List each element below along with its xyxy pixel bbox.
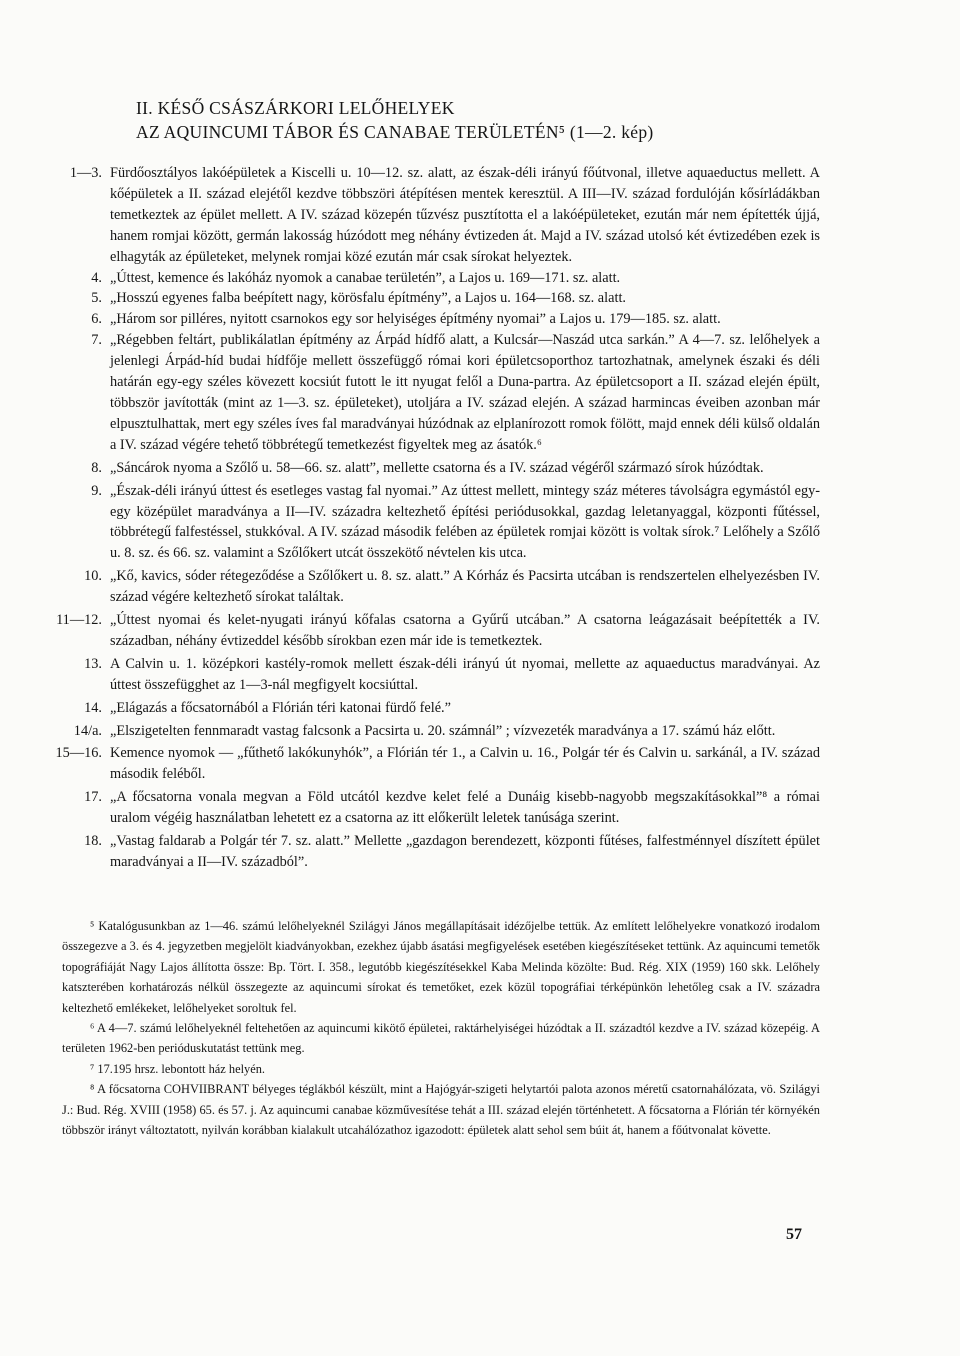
entry-text: „Hosszú egyenes falba beépített nagy, körösfalu építmény”, a Lajos u. 164—168. sz. alatt. <box>110 290 626 307</box>
entry-text: „Észak-déli irányú úttest és esetleges vastag fal nyomai.” Az úttest mellett, mintegy száz méteres távolságra egymástól egy-egy középület maradványa a II—IV. századra keltezhető építési periódusokkal, gazdag leletanyaggal, központi fűtéssel, többrétegű falfestéssel, stukkóval. A IV. század második felében az épületek romjai között is voltak sírok.⁷ Lelőhely a Szőlő u. 8. sz. és 66. sz. valamint a Szőlőkert utcát összekötő névtelen kis utca. <box>110 482 820 562</box>
entry-number: 11—12. <box>56 612 102 629</box>
catalogue-entry <box>50 309 820 330</box>
catalogue-entry <box>50 288 820 309</box>
catalogue-entry <box>50 458 820 479</box>
catalogue-entry <box>50 330 820 455</box>
entry-text: „Úttest nyomai és kelet-nyugati irányú kőfalas csatorna a Gyűrű utcában.” A csatorna leágazásait beépítették a IV. században, néhány évtizeddel később sírokban ezen már ide is temetkeztek. <box>110 612 820 649</box>
entry-number: 5. <box>91 290 102 307</box>
catalogue-entry <box>50 721 820 742</box>
entry-number: 6. <box>91 311 102 328</box>
footnotes <box>62 916 820 1140</box>
footnote: ⁵ Katalógusunkban az 1—46. számú lelőhelyeknél Szilágyi János megállapításait idézőjelbe tettük. Az említett lelőhelyekre vonatkozó irodalom összegezve a 3. és 4. jegyzetben megjelölt kiadványokban, ezekhez újabb ásatási megfigyelések esetében kiegészítéseket tettünk. Az aquincumi temetők topográfiáját Nagy Lajos állította össze: Bp. Tört. I. 358., legutóbb kiegészítésekkel Kaba Melinda közölte: Bud. Rég. XIX (1959) 160 skk. Lelőhely katszterében korhatározás nélkül összegezte az aquincumi sírokat és temetőket, ezek közül topográfiai térképünkön lehetőleg csak a IV. századra keltezhető emlékeket, lelőhelyeket soroltuk fel. <box>62 919 820 1015</box>
catalogue-entry <box>50 163 820 268</box>
entry-text: „A főcsatorna vonala megvan a Föld utcától kezdve kelet felé a Dunáig kisebb-nagyobb megszakításokkal”⁸ a római uralom végéig használatban lehetett ez a csatorna az itt előkerült leletek tanúsága szerint. <box>110 789 820 827</box>
entry-text: „Elágazás a főcsatornából a Flórián téri katonai fürdő felé.” <box>110 699 451 716</box>
catalogue-entry <box>50 654 820 696</box>
page-number: 57 <box>786 1226 802 1243</box>
catalogue-entry <box>50 831 820 873</box>
entry-number: 4. <box>91 269 102 286</box>
entry-text: „Sáncárok nyoma a Szőlő u. 58—66. sz. alatt”, mellette csatorna és a IV. század végéről származó sírok húzódtak. <box>110 459 764 476</box>
entry-text: Fürdőosztályos lakóépületek a Kiscelli u. 10—12. sz. alatt, az észak-déli irányú főútvonal, illetve aquaeductus mellett. A kőépületek a II. század elejétől kezdve többszöri átépítésen mentek keresztül. A III—IV. század fordulóján kősírládákban temetkeztek az épület mellett. A IV. század közepén tűzvész pusztította el a lakóépületeket, ezután már nem építették újjá, hanem romjai között, germán lakosság húzódott meg néhány évtizeden át. Majd a IV. század utolsó két évtizedében ezek is elhagyták az épületeket, melynek romjai közé ezután már csak sírokat helyeztek. <box>110 165 820 265</box>
catalogue-entry <box>50 787 820 829</box>
catalogue-entry <box>50 268 820 289</box>
entry-text: Kemence nyomok — „fűthető lakókunyhók”, a Flórián tér 1., a Calvin u. 16., Polgár tér és Calvin u. sarkánál, a IV. század második feléből. <box>110 745 820 783</box>
entry-number: 18. <box>84 833 102 850</box>
entry-number: 14/a. <box>73 722 102 739</box>
catalogue-entry <box>50 566 820 608</box>
section-title <box>136 96 796 144</box>
entry-text: A Calvin u. 1. középkori kastély-romok mellett észak-déli irányú út nyomai, mellette az aquaeductus maradványai. Az úttest összefügghet az 1—3-nál megfigyelt kocsiúttal. <box>110 655 820 693</box>
entry-number: 7. <box>91 332 102 349</box>
entry-number: 1—3. <box>69 165 102 181</box>
entry-text: „Elszigetelten fennmaradt vastag falcsonk a Pacsirta u. 20. számnál” ; vízvezeték maradványa a 17. számú ház előtt. <box>110 722 776 739</box>
entry-number: 14. <box>84 699 102 716</box>
entry-number: 10. <box>84 568 102 585</box>
catalogue-entry <box>50 610 820 652</box>
section-title-line-1: II. KÉSŐ CSÁSZÁRKORI LELŐHELYEK <box>136 98 455 118</box>
entry-number: 17. <box>84 789 102 806</box>
footnote: ⁸ A főcsatorna COHVIIBRANT bélyeges téglákból készült, mint a Hajógyár-szigeti helytartói palota azonos méretű csatornahálózata, vö. Szilágyi J.: Bud. Rég. XVIII (1958) 65. és 57. j. Az aquincumi canabae közművesítése tehát a III. század elején történhetett. A főcsatorna a Flórián tér környékén többször irányt változtatott, nyilván korábban kialakult utcahálózathoz igazodott: épületek alatt sehol sem búit át, hanem a főútvonalat követte. <box>62 1082 820 1138</box>
entry-number: 13. <box>84 655 102 672</box>
catalogue-entry <box>50 481 820 565</box>
section-title-line-2: AZ AQUINCUMI TÁBOR ÉS CANABAE TERÜLETÉN⁵ (1—2. kép) <box>136 122 654 142</box>
entry-number: 8. <box>91 459 102 476</box>
entry-number: 15—16. <box>55 745 102 762</box>
catalogue-entry <box>50 698 820 719</box>
entry-text: „Kő, kavics, sóder rétegeződése a Szőlőkert u. 8. sz. alatt.” A Kórház és Pacsirta utcában is rendszertelen elhelyezésben IV. század végére keltezhető sírokat találtak. <box>110 568 820 606</box>
site-catalogue <box>50 163 820 873</box>
entry-text: „Három sor pilléres, nyitott csarnokos egy sor helyiséges építmény nyomai” a Lajos u. 179—185. sz. alatt. <box>110 311 721 328</box>
entry-text: „Régebben feltárt, publikálatlan építmény az Árpád hídfő alatt, a Kulcsár—Naszád utca sarkán.” A 4—7. sz. lelőhelyek a jelenlegi Árpád-híd budai hídfője mellett összefüggő római kori épületcsoporthoz tartozhatnak, amelynek északi és déli határán egy-egy széles kövezett kocsiút futott le itt nyugat felől a Duna-partra. Az épületcsoport a II. század elején épült, többször javították (mint az 1—3. sz. épületeket), utoljára a IV. század elején. A század harmincas éveiben azonban már elpusztulhattak, mert egy széles íves fal maradványai húzódnak az elplanírozott romok fölött, majd ennek déli külső oldalán a IV. század végére tehető többrétegű temetkezést figyeltek meg az ásatók.⁶ <box>110 332 820 453</box>
footnote: ⁶ A 4—7. számú lelőhelyeknél feltehetően az aquincumi kikötő épületei, raktárhelyiségei húzódtak a II. századtól kezdve a IV. század közepéig. A területen 1962-ben perióduskutatást tettünk meg. <box>62 1021 820 1056</box>
footnote: ⁷ 17.195 hrsz. lebontott ház helyén. <box>90 1061 265 1076</box>
entry-number: 9. <box>91 482 102 499</box>
catalogue-entry <box>50 743 820 785</box>
entry-text: „Úttest, kemence és lakóház nyomok a canabae területén”, a Lajos u. 169—171. sz. alatt. <box>110 269 621 286</box>
entry-text: „Vastag faldarab a Polgár tér 7. sz. alatt.” Mellette „gazdagon berendezett, központi fűtéses, falfestménnyel díszített épület maradványai a II—IV. századból”. <box>110 833 820 870</box>
